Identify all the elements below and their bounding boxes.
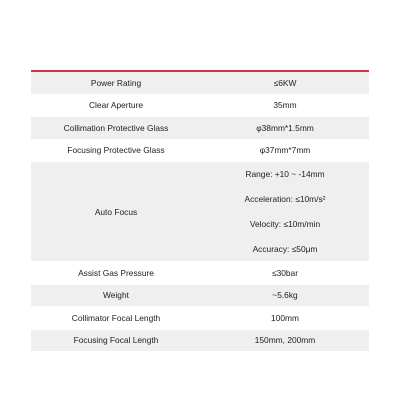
spec-value-group (201, 162, 369, 261)
auto-focus-acceleration: Acceleration: ≤10m/s² (244, 194, 326, 205)
spec-value: 35mm (273, 100, 297, 111)
spec-value: 100mm (271, 312, 299, 323)
spec-label: Collimation Protective Glass (63, 122, 169, 133)
spec-row-collimator-focal-length (31, 307, 369, 330)
spec-row-collimation-protective-glass (31, 117, 369, 140)
spec-label: Weight (103, 290, 129, 301)
spec-table (31, 70, 369, 352)
spec-value: 150mm, 200mm (254, 335, 316, 346)
auto-focus-velocity: Velocity: ≤10m/min (249, 218, 321, 229)
auto-focus-accuracy: Accuracy: ≤50μm (252, 243, 318, 254)
spec-value: φ38mm*1.5mm (256, 122, 314, 133)
spec-label: Focusing Focal Length (73, 335, 159, 346)
spec-row-assist-gas-pressure (31, 262, 369, 285)
spec-label: Clear Aperture (89, 100, 143, 111)
spec-label: Collimator Focal Length (71, 312, 161, 323)
auto-focus-range: Range: +10 ~ -14mm (245, 169, 325, 180)
spec-value: φ37mm*7mm (259, 145, 311, 156)
spec-row-weight (31, 285, 369, 308)
spec-label: Auto Focus (94, 206, 138, 217)
spec-row-auto-focus (31, 162, 369, 262)
spec-value: ≤30bar (271, 267, 299, 278)
spec-label: Power Rating (90, 77, 142, 88)
spec-row-focusing-protective-glass (31, 140, 369, 163)
spec-label: Focusing Protective Glass (67, 145, 165, 156)
spec-row-focusing-focal-length (31, 330, 369, 353)
spec-row-clear-aperture (31, 95, 369, 118)
spec-value: ≤6KW (273, 77, 297, 88)
spec-value: ~5.6kg (272, 290, 298, 301)
spec-label: Assist Gas Pressure (78, 267, 154, 278)
spec-row-power-rating (31, 72, 369, 95)
